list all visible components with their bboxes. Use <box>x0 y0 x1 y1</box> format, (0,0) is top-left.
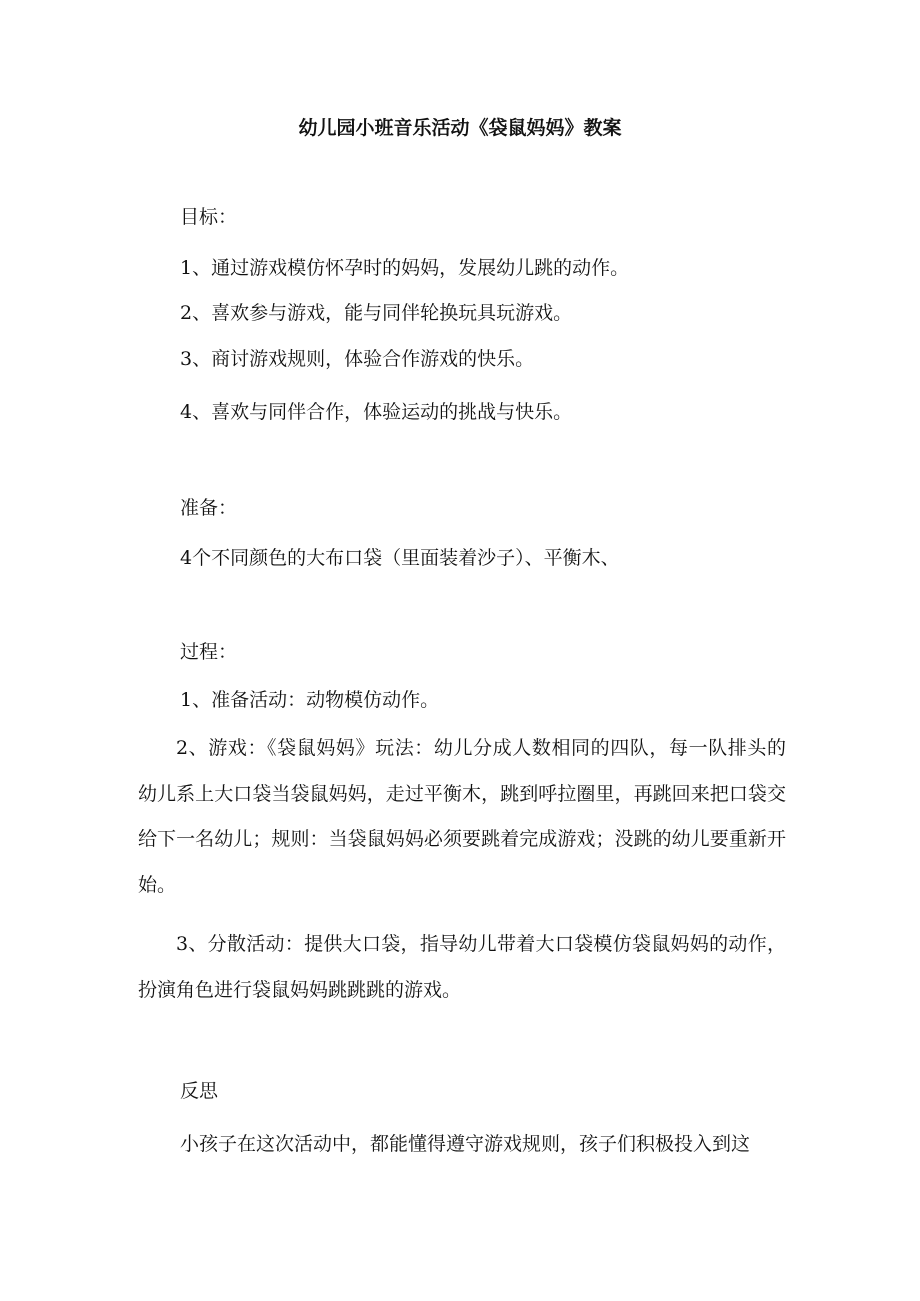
goal-item-1: 1、通过游戏模仿怀孕时的妈妈，发展幼儿跳的动作。 <box>180 257 630 279</box>
preparation-heading: 准备： <box>180 497 238 519</box>
reflection-heading: 反思 <box>180 1080 219 1102</box>
goal-item-2: 2、喜欢参与游戏，能与同伴轮换玩具玩游戏。 <box>180 302 573 324</box>
process-step-1: 1、准备活动：动物模仿动作。 <box>180 689 440 711</box>
process-heading: 过程： <box>180 641 238 663</box>
document-title: 幼儿园小班音乐活动《袋鼠妈妈》教案 <box>298 117 622 139</box>
process-step-2: 2、游戏：《袋鼠妈妈》玩法：幼儿分成人数相同的四队，每一队排头的幼儿系上大口袋当袋鼠妈妈，走过平衡木，跳到呼拉圈里，再跳回来把口袋交给下一名幼儿；规则：当袋鼠妈妈必须要跳着完成游戏；没跳的幼儿要重新开始。 <box>138 737 786 896</box>
preparation-text: 4个不同颜色的大布口袋（里面装着沙子）、平衡木、 <box>180 547 620 569</box>
reflection-text: 小孩子在这次活动中，都能懂得遵守游戏规则，孩子们积极投入到这 <box>180 1133 751 1155</box>
goal-item-4: 4、喜欢与同伴合作，体验运动的挑战与快乐。 <box>180 401 573 423</box>
goals-heading: 目标： <box>180 206 238 228</box>
goal-item-3: 3、商讨游戏规则，体验合作游戏的快乐。 <box>180 348 535 370</box>
process-step-3: 3、分散活动：提供大口袋，指导幼儿带着大口袋模仿袋鼠妈妈的动作，扮演角色进行袋鼠妈妈跳跳跳的游戏。 <box>138 933 786 1001</box>
